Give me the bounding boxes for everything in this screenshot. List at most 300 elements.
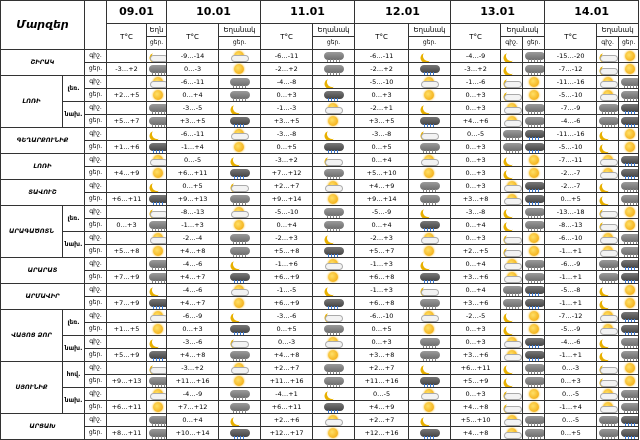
sun-cw-icon <box>501 194 523 205</box>
temp-cell: 0…+4 <box>261 219 313 232</box>
moon-icon <box>322 285 346 296</box>
weather-cell <box>219 245 261 258</box>
weather-cell <box>147 180 167 193</box>
temp-cell: +6…+11 <box>107 193 147 206</box>
cloudsnow-g-icon <box>147 376 167 387</box>
sun-cw-icon <box>597 246 619 257</box>
snow-g-icon <box>619 77 639 88</box>
temp-cell: 0…-3 <box>167 63 219 76</box>
moon-icon <box>597 129 619 140</box>
temp-cell: +6…+11 <box>261 401 313 414</box>
weather-cell <box>219 206 261 219</box>
weather-cell <box>597 206 619 219</box>
temp-cell: +4…+8 <box>451 401 501 414</box>
temp-cell: +4…+9 <box>355 180 409 193</box>
weather-cell <box>501 271 523 284</box>
sun-icon <box>147 90 167 101</box>
weather-cell <box>313 362 355 375</box>
weather-cell <box>523 375 545 388</box>
moon-cw-icon <box>147 207 167 218</box>
weather-cell <box>409 427 451 440</box>
cloudsnow-g-icon <box>619 194 639 205</box>
snow-g-icon <box>322 64 346 75</box>
temp-cell: 0…+3 <box>355 336 409 349</box>
temp-cell: -9…-14 <box>167 50 219 63</box>
table-row <box>1 284 639 297</box>
daypart-label: ցեր. <box>85 193 107 206</box>
daypart-label: ցեր. <box>85 115 107 128</box>
temp-cell: +3…+8 <box>451 193 501 206</box>
weather-cell <box>147 310 167 323</box>
sun-cw-icon <box>597 90 619 101</box>
temp-cell: +4…+9 <box>355 401 409 414</box>
temp-cell: -1…+3 <box>355 284 409 297</box>
weather-cell <box>409 310 451 323</box>
weather-cell <box>219 323 261 336</box>
moon-icon <box>228 415 252 426</box>
weather-cell <box>147 89 167 102</box>
table-row <box>1 336 639 349</box>
weather-col-header: Եղանակ <box>409 24 451 37</box>
sun-cw-icon <box>322 181 346 192</box>
moon-cw-icon <box>597 51 619 62</box>
moon-cw-icon <box>228 181 252 192</box>
snow-g-icon <box>523 116 545 127</box>
cloud-d-icon <box>322 246 346 257</box>
weather-cell <box>219 180 261 193</box>
snow-g-icon <box>322 376 346 387</box>
weather-cell <box>409 50 451 63</box>
snow-g-icon <box>228 90 252 101</box>
region-name: ՍՅՈՒՆԻՔ <box>1 362 63 414</box>
temp-cell: -3…-8 <box>261 128 313 141</box>
table-row <box>1 388 639 401</box>
temp-cell <box>107 232 147 245</box>
temp-cell: -6…-9 <box>545 258 597 271</box>
temp-cell: -8…-13 <box>167 206 219 219</box>
temp-cell: -6…-10 <box>545 232 597 245</box>
snow-g-icon <box>619 402 639 413</box>
daypart-label: ցեր. <box>85 167 107 180</box>
temp-cell: 0…+3 <box>451 336 501 349</box>
daypart-label: ցեր. <box>85 245 107 258</box>
sun-icon <box>523 233 545 244</box>
cloud-g-icon <box>228 389 252 400</box>
weather-cell <box>501 414 523 427</box>
subregion-label: նախ. <box>63 388 85 414</box>
weather-cell <box>409 180 451 193</box>
temp-cell: -3…+2 <box>261 154 313 167</box>
daypart-label: գիշ. <box>85 206 107 219</box>
temp-cell: +5…+9 <box>107 349 147 362</box>
weather-cell <box>597 271 619 284</box>
temp-col-header: T°C <box>261 24 313 50</box>
temp-cell: -3…-5 <box>167 102 219 115</box>
moon-icon <box>597 194 619 205</box>
daypart-label: գիշ. <box>85 284 107 297</box>
weather-cell <box>147 193 167 206</box>
temp-cell: 0…+3 <box>451 102 501 115</box>
weather-cell <box>597 245 619 258</box>
weather-cell <box>219 154 261 167</box>
weather-cell <box>597 336 619 349</box>
weather-cell <box>409 375 451 388</box>
table-row <box>1 349 639 362</box>
weather-cell <box>501 427 523 440</box>
temp-cell: -2…+3 <box>261 232 313 245</box>
cloud-g-icon <box>501 129 523 140</box>
weather-cell <box>409 128 451 141</box>
weather-cell <box>219 89 261 102</box>
sun-icon <box>147 402 167 413</box>
table-row <box>1 271 639 284</box>
weather-cell <box>409 193 451 206</box>
temp-cell: -5…-10 <box>545 141 597 154</box>
cloud-d-icon <box>418 64 442 75</box>
sun-icon <box>619 363 639 374</box>
subregion-label: հով. <box>63 362 85 388</box>
weather-cell <box>619 102 639 115</box>
temp-cell: 0…+4 <box>451 284 501 297</box>
temp-cell: -6…-11 <box>167 128 219 141</box>
weather-cell <box>219 362 261 375</box>
weather-cell <box>523 180 545 193</box>
sun-icon <box>418 324 442 335</box>
temp-cell: -4…-8 <box>261 76 313 89</box>
weather-cell <box>147 50 167 63</box>
sun-icon <box>322 350 346 361</box>
temp-cell: -3…-8 <box>355 128 409 141</box>
subregion-label: լեռ. <box>63 206 85 232</box>
temp-cell: -13…-18 <box>545 206 597 219</box>
moon-icon <box>501 311 523 322</box>
temp-cell: +10…+14 <box>167 427 219 440</box>
cloudsnow-g-icon <box>619 350 639 361</box>
snow-d-icon <box>418 272 442 283</box>
temp-cell: -1…+1 <box>545 349 597 362</box>
weather-cell <box>219 50 261 63</box>
weather-cell <box>219 414 261 427</box>
weather-cell <box>409 362 451 375</box>
weather-cell <box>313 206 355 219</box>
moon-icon <box>147 337 167 348</box>
sun-icon <box>619 129 639 140</box>
cloud-d-icon <box>418 220 442 231</box>
temp-cell: -5…-9 <box>355 206 409 219</box>
weather-cell <box>313 167 355 180</box>
weather-cell <box>219 128 261 141</box>
weather-cell <box>501 219 523 232</box>
table-row <box>1 206 639 219</box>
temp-cell: 0…-5 <box>451 128 501 141</box>
weather-cell <box>501 115 523 128</box>
weather-cell <box>619 128 639 141</box>
temp-col-header: T°C <box>167 24 219 50</box>
weather-cell <box>619 50 639 63</box>
temp-cell: +9…+13 <box>167 193 219 206</box>
cloud-g-icon <box>418 337 442 348</box>
weather-cell <box>501 284 523 297</box>
weather-cell <box>219 102 261 115</box>
moon-icon <box>228 259 252 270</box>
cloud-d-icon <box>228 116 252 127</box>
weather-cell <box>523 102 545 115</box>
subregion-label: լեռ. <box>63 310 85 336</box>
temp-cell: +3…+5 <box>261 115 313 128</box>
weather-cell <box>409 284 451 297</box>
sun-cw-icon <box>501 259 523 270</box>
weather-cell <box>523 141 545 154</box>
weather-cell <box>523 310 545 323</box>
table-row <box>1 167 639 180</box>
date-header: 14.01 <box>545 1 639 24</box>
cloud-d-icon <box>619 116 639 127</box>
temp-cell: +4…+8 <box>451 427 501 440</box>
weather-cell <box>313 50 355 63</box>
sun-cw-icon <box>147 77 167 88</box>
weather-cell <box>597 232 619 245</box>
weather-cell <box>597 349 619 362</box>
moon-icon <box>418 415 442 426</box>
weather-cell <box>523 258 545 271</box>
sun-cw-icon <box>501 337 523 348</box>
sun-cw-icon <box>418 389 442 400</box>
weather-cell <box>409 271 451 284</box>
weather-cell <box>313 232 355 245</box>
temp-cell <box>107 336 147 349</box>
temp-cell: 0…+3 <box>451 323 501 336</box>
weather-cell <box>597 193 619 206</box>
snow-g-icon <box>523 415 545 426</box>
temp-cell <box>107 76 147 89</box>
region-name: ՎԱՅՈՑ ՁՈՐ <box>1 310 63 362</box>
date-header: 12.01 <box>355 1 451 24</box>
weather-cell <box>147 401 167 414</box>
cloudsnow-g-icon <box>228 350 252 361</box>
sun-cw-icon <box>501 428 523 439</box>
temp-cell: -7…-9 <box>545 102 597 115</box>
weather-cell <box>619 349 639 362</box>
sun-icon <box>418 402 442 413</box>
daypart-label: ցեր. <box>85 323 107 336</box>
daypart-label: ցեր. <box>85 63 107 76</box>
forecast-body <box>1 50 639 440</box>
weather-cell <box>313 193 355 206</box>
cloud-d-icon <box>523 142 545 153</box>
cloud-g-icon <box>322 363 346 374</box>
weather-cell <box>501 50 523 63</box>
temp-cell: +9…+14 <box>261 193 313 206</box>
weather-cell <box>313 180 355 193</box>
temp-cell: +5…+8 <box>261 245 313 258</box>
temp-cell <box>107 284 147 297</box>
region-name: ԼՈՌԻ <box>1 154 85 180</box>
weather-cell <box>597 310 619 323</box>
snow-d-icon <box>523 337 545 348</box>
weather-cell <box>523 323 545 336</box>
day-subheader: ցեր. <box>219 37 261 50</box>
sun-cw-icon <box>501 116 523 127</box>
region-name: ԱՐԱԳԱԾՈՏՆ <box>1 206 63 258</box>
moon-icon <box>597 142 619 153</box>
snow-g-icon <box>147 116 167 127</box>
table-row <box>1 219 639 232</box>
cloudsnow-g-icon <box>418 298 442 309</box>
temp-cell: +2…+7 <box>261 362 313 375</box>
temp-cell: 0…+5 <box>355 323 409 336</box>
cloud-d-icon <box>228 272 252 283</box>
weather-cell <box>409 154 451 167</box>
sun-icon <box>418 90 442 101</box>
moon-cw-icon <box>147 51 167 62</box>
snow-d-icon <box>147 350 167 361</box>
temp-cell: +9…+14 <box>355 193 409 206</box>
weather-cell <box>409 167 451 180</box>
temp-cell: 0…-5 <box>167 154 219 167</box>
moon-icon <box>322 77 346 88</box>
weather-cell <box>147 141 167 154</box>
weather-cell <box>147 206 167 219</box>
weather-cell <box>147 297 167 310</box>
weather-cell <box>523 414 545 427</box>
temp-cell: -3…+2 <box>167 362 219 375</box>
night-subheader: գիշ. <box>597 37 619 50</box>
temp-cell: -1…+4 <box>545 401 597 414</box>
sun-icon <box>619 51 639 62</box>
sun-icon <box>619 285 639 296</box>
temp-col-header: T°C <box>355 24 409 50</box>
weather-cell <box>619 76 639 89</box>
moon-icon <box>501 376 523 387</box>
sun-icon <box>228 298 252 309</box>
weather-cell <box>501 89 523 102</box>
moon-icon <box>501 64 523 75</box>
temp-cell: +4…+8 <box>167 349 219 362</box>
temp-cell: -3…-6 <box>167 336 219 349</box>
weather-cell <box>619 219 639 232</box>
temp-cell: -6…-10 <box>355 310 409 323</box>
weather-cell <box>409 297 451 310</box>
date-header: 13.01 <box>451 1 545 24</box>
temp-cell: -4…-6 <box>167 284 219 297</box>
weather-cell <box>409 336 451 349</box>
daypart-label: գիշ. <box>85 336 107 349</box>
sun-cw-icon <box>501 350 523 361</box>
temp-cell: -4…-6 <box>545 115 597 128</box>
cloud-d-icon <box>523 129 545 140</box>
cloud-g-icon <box>597 116 619 127</box>
weather-cell <box>313 154 355 167</box>
cloudsnow-g-icon <box>322 324 346 335</box>
weather-cell <box>219 219 261 232</box>
table-row <box>1 141 639 154</box>
moon-cw-icon <box>418 285 442 296</box>
daypart-label: ցեր. <box>85 375 107 388</box>
sun-icon <box>228 220 252 231</box>
moon-cw-icon <box>501 389 523 400</box>
sun-icon <box>322 194 346 205</box>
weather-cell <box>313 336 355 349</box>
temp-cell: -2…-4 <box>167 232 219 245</box>
temp-col-header: T°C <box>451 24 501 50</box>
region-name: ԱՐԱՐԱՏ <box>1 258 85 284</box>
table-row <box>1 310 639 323</box>
temp-cell: +11…+16 <box>167 375 219 388</box>
snow-g-icon <box>523 259 545 270</box>
weather-cell <box>147 284 167 297</box>
table-row <box>1 414 639 427</box>
weather-cell <box>313 245 355 258</box>
weather-cell <box>619 271 639 284</box>
weather-col-header: Եղն <box>147 24 167 37</box>
temp-cell <box>107 310 147 323</box>
sun-cw-icon <box>322 103 346 114</box>
temp-cell <box>107 50 147 63</box>
sun-cw-icon <box>418 233 442 244</box>
weather-cell <box>313 219 355 232</box>
weather-cell <box>597 89 619 102</box>
temp-cell: 0…+4 <box>355 154 409 167</box>
moon-icon <box>501 220 523 231</box>
table-row <box>1 258 639 271</box>
cloud-d-icon <box>322 402 346 413</box>
temp-cell: -1…-3 <box>261 102 313 115</box>
temp-cell: +9…+13 <box>107 375 147 388</box>
table-row <box>1 375 639 388</box>
weather-cell <box>619 63 639 76</box>
temp-cell: +5…+7 <box>355 245 409 258</box>
cloud-g-icon <box>228 233 252 244</box>
weather-cell <box>619 115 639 128</box>
weather-cell <box>313 102 355 115</box>
temp-cell: +5…+7 <box>107 115 147 128</box>
weather-cell <box>147 128 167 141</box>
weather-cell <box>501 245 523 258</box>
cloud-d-icon <box>228 428 252 439</box>
cloudsnow-g-icon <box>523 207 545 218</box>
weather-cell <box>523 284 545 297</box>
sun-cw-icon <box>322 337 346 348</box>
daypart-label: ցեր. <box>85 297 107 310</box>
temp-cell: -6…-11 <box>167 76 219 89</box>
temp-cell: 0…+4 <box>167 414 219 427</box>
temp-cell <box>107 206 147 219</box>
temp-cell: +3…+6 <box>451 271 501 284</box>
weather-cell <box>313 414 355 427</box>
temp-cell: -1…+1 <box>545 271 597 284</box>
temp-cell: -3…+2 <box>451 63 501 76</box>
table-row <box>1 427 639 440</box>
daypart-label: գիշ. <box>85 50 107 63</box>
subregion-label: լեռ. <box>63 76 85 102</box>
moon-cw-icon <box>322 311 346 322</box>
temp-cell: -2…-7 <box>545 167 597 180</box>
weather-cell <box>523 50 545 63</box>
cloudsnow-g-icon <box>619 181 639 192</box>
temp-cell: -1…+3 <box>355 258 409 271</box>
sun-icon <box>619 220 639 231</box>
temp-cell: +5…+10 <box>451 414 501 427</box>
moon-cw-icon <box>501 246 523 257</box>
table-row <box>1 154 639 167</box>
moon-icon <box>501 51 523 62</box>
weather-cell <box>619 297 639 310</box>
weather-cell <box>313 258 355 271</box>
weather-cell <box>147 232 167 245</box>
sun-cw-icon <box>597 402 619 413</box>
sun-cw-icon <box>147 155 167 166</box>
temp-cell: -6…-11 <box>355 50 409 63</box>
